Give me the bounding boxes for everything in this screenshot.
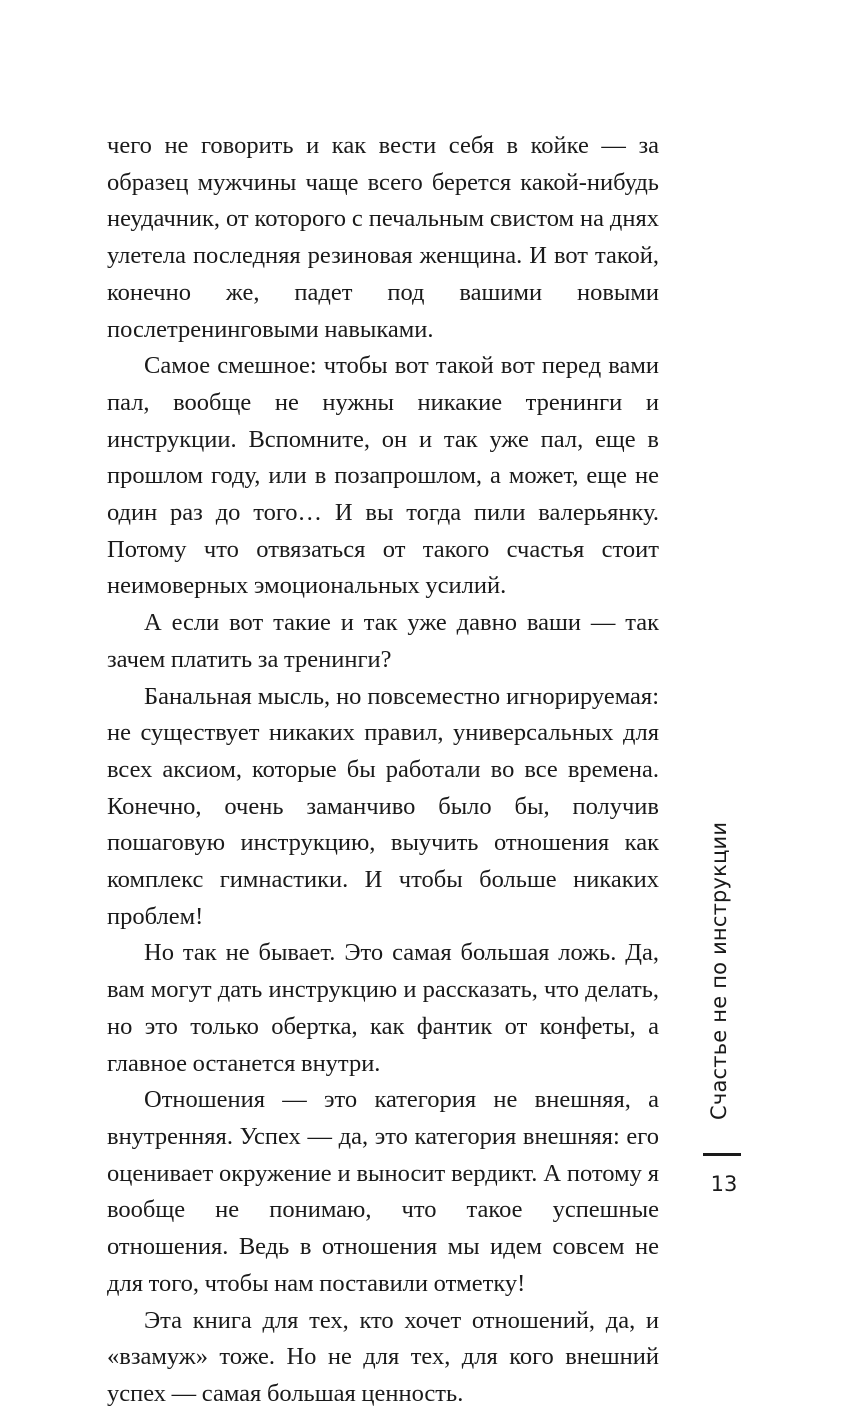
paragraph-5: Но так не бывает. Это самая большая ложь. Да, вам могут дать инструкцию и рассказать, что делать, но это только обертка, как фантик от конфеты, а главное останется внутри. <box>107 939 659 1077</box>
paragraph-1: чего не говорить и как вести себя в койке — за образец мужчины чаще всего берется какой-нибудь неудачник, от которого с печальным свистом на днях улетела последняя резиновая женщина. И вот такой, конечно же, падет под вашими новыми послетренинговыми навыками. <box>107 132 659 343</box>
paragraph-6: Отношения — это категория не внешняя, а внутренняя. Успех — да, это категория внешняя: его оценивает окружение и выносит вердикт. А потому я вообще не понимаю, что такое успешные отношения. Ведь в отношения мы идем совсем не для того, чтобы нам поставили отметку! <box>107 1086 659 1297</box>
paragraph-4: Банальная мысль, но повсеместно игнорируемая: не существует никаких правил, универсальных для всех аксиом, которые бы работали во все времена. Конечно, очень заманчиво было бы, получив пошаговую инструкцию, выучить отношения как комплекс гимнастики. И чтобы больше никаких проблем! <box>107 682 659 930</box>
page-number: 13 <box>710 1172 738 1196</box>
running-title: Счастье не по инструкции <box>707 821 731 1120</box>
paragraph-2: Самое смешное: чтобы вот такой вот перед вами пал, вообще не нужны никакие тренинги и инструкции. Вспомните, он и так уже пал, еще в прошлом году, или в позапрошлом, а может, еще не один раз до того… И вы тогда пили валерьянку. Потому что отвязаться от такого счастья стоит неимоверных эмоциональных усилий. <box>107 352 659 600</box>
folio-rule <box>703 1153 741 1156</box>
paragraph-3: А если вот такие и так уже давно ваши — так зачем платить за тренинги? <box>107 609 659 673</box>
body-text <box>107 128 659 1413</box>
paragraph-7: Эта книга для тех, кто хочет отношений, да, и «взамуж» тоже. Но не для тех, для кого внешний успех — самая большая ценность. <box>107 1306 659 1407</box>
